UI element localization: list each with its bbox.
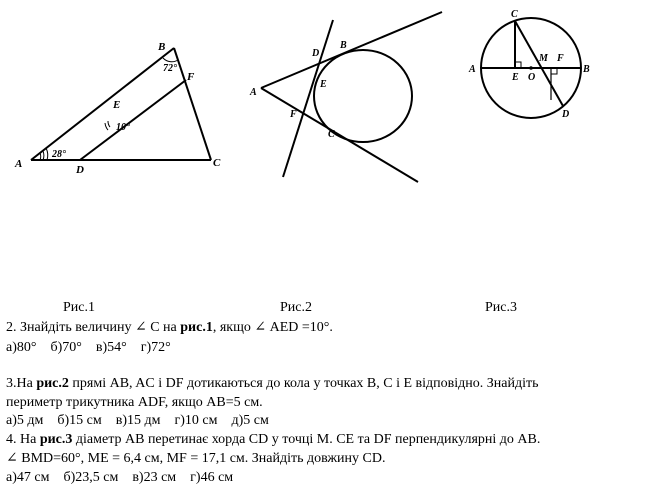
q2-answers bbox=[6, 339, 171, 356]
fig1-angle-B: 72° bbox=[163, 63, 177, 74]
fig1-label-C: C bbox=[213, 157, 221, 169]
fig1-label-B: B bbox=[158, 41, 166, 53]
q3-answers bbox=[6, 412, 269, 429]
figure-2 bbox=[261, 12, 442, 182]
fig2-label-A: A bbox=[250, 87, 257, 98]
fig3-label-O: O bbox=[528, 72, 536, 83]
fig2-tangent-AB bbox=[261, 12, 442, 88]
fig1-angle-arc-A3 bbox=[40, 153, 41, 160]
q4-text: 4. На bbox=[6, 432, 40, 447]
fig3-label-A: A bbox=[469, 64, 476, 75]
fig2-label-D: D bbox=[312, 48, 320, 59]
q3-answer-b: б)15 см bbox=[57, 413, 102, 428]
question-3 bbox=[6, 375, 539, 392]
fig3-label-C: C bbox=[511, 9, 518, 20]
fig1-angle-arc-A2 bbox=[43, 151, 44, 160]
question-4-line2: ∠ BMD=60°, ME = 6,4 см, MF = 17,1 см. Знайдіть довжину CD. bbox=[6, 451, 386, 466]
q4-answer-a: а)47 см bbox=[6, 470, 50, 485]
caption-fig-3: Рис.3 bbox=[485, 300, 517, 315]
fig1-label-F: F bbox=[187, 71, 195, 83]
fig3-label-D: D bbox=[562, 109, 570, 120]
q4-answer-c: в)23 см bbox=[132, 470, 177, 485]
q3-text: 3.На bbox=[6, 376, 37, 391]
q3-answer-a: а)5 дм bbox=[6, 413, 44, 428]
q2-text: 2. Знайдіть величину ∠ C на bbox=[6, 320, 181, 335]
q4-figure-ref: рис.3 bbox=[39, 432, 73, 447]
q4-answer-d: г)46 см bbox=[190, 470, 234, 485]
fig1-label-A: A bbox=[15, 158, 23, 170]
question-4 bbox=[6, 431, 540, 448]
fig1-segment-DF bbox=[80, 80, 186, 160]
fig2-label-E: E bbox=[320, 79, 327, 90]
q3-answer-c: в)15 дм bbox=[115, 413, 161, 428]
fig3-label-M: M bbox=[539, 53, 548, 64]
q2-text-end: , якщо ∠ AED =10°. bbox=[212, 320, 333, 335]
q3-figure-ref: рис.2 bbox=[36, 376, 69, 391]
fig3-label-F: F bbox=[557, 53, 564, 64]
fig1-label-E: E bbox=[113, 99, 121, 111]
figure-1 bbox=[31, 48, 211, 160]
fig2-tangent-AC bbox=[261, 88, 418, 182]
fig1-angle-arc-B bbox=[163, 58, 178, 62]
q2-answer-a: а)80° bbox=[6, 340, 37, 355]
fig3-label-B: B bbox=[583, 64, 590, 75]
q4-answers bbox=[6, 469, 233, 486]
question-2 bbox=[6, 319, 333, 336]
q3-answer-d: г)10 см bbox=[174, 413, 218, 428]
caption-fig-1: Рис.1 bbox=[63, 300, 95, 315]
q4-text-end: діаметр AB перетинає хорда CD у точці M. CE та DF перпендикулярні до AB. bbox=[72, 432, 541, 447]
fig1-angle-A: 28° bbox=[52, 149, 66, 160]
fig1-angle-arc-A bbox=[46, 148, 48, 160]
q3-answer-e: д)5 см bbox=[231, 413, 269, 428]
fig1-angle-arc-E bbox=[108, 121, 110, 127]
q3-text-end: прямі AB, AC і DF дотикаються до кола у точках B, C і E відповідно. Знайдіть bbox=[68, 376, 539, 391]
fig3-center-O bbox=[529, 66, 533, 70]
q2-figure-ref: рис.1 bbox=[180, 320, 213, 335]
q2-answer-b: б)70° bbox=[50, 340, 82, 355]
fig1-label-D: D bbox=[76, 164, 84, 176]
fig1-segment-BC bbox=[174, 48, 211, 160]
caption-fig-2: Рис.2 bbox=[280, 300, 312, 315]
fig2-tangent-DF bbox=[283, 20, 333, 177]
fig2-label-C: C bbox=[328, 129, 335, 140]
question-3-line2: периметр трикутника ADF, якщо AB=5 см. bbox=[6, 395, 263, 410]
fig2-label-B: B bbox=[340, 40, 347, 51]
fig1-angle-E: 10° bbox=[116, 122, 130, 133]
q2-answer-c: в)54° bbox=[95, 340, 127, 355]
q2-answer-d: г)72° bbox=[140, 340, 171, 355]
fig1-angle-arc-E2 bbox=[105, 123, 108, 130]
fig3-label-E: E bbox=[512, 72, 519, 83]
fig2-label-F: F bbox=[290, 109, 297, 120]
q4-answer-b: б)23,5 см bbox=[63, 470, 119, 485]
